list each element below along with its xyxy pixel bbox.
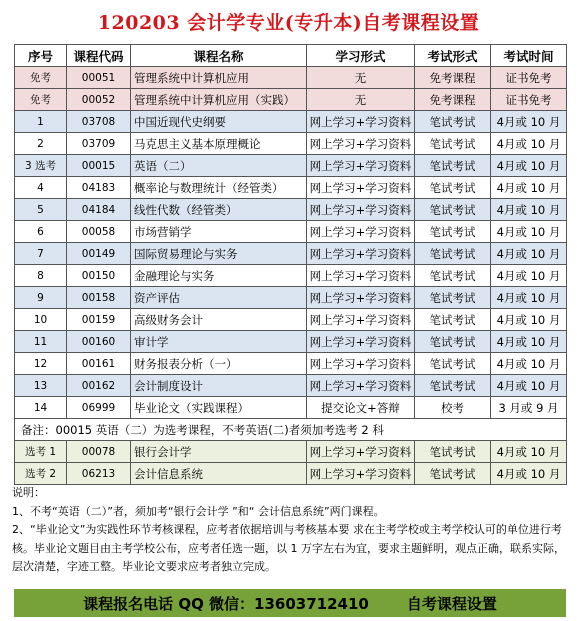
cell-code: 03708	[67, 111, 131, 133]
header-form: 学习形式	[307, 45, 415, 67]
explanation-block	[12, 484, 568, 577]
cell-seq: 1	[15, 111, 67, 133]
table-row	[15, 397, 567, 419]
cell-name: 会计制度设计	[131, 375, 307, 397]
cell-seq: 14	[15, 397, 67, 419]
cell-code: 00015	[67, 155, 131, 177]
cell-code: 00052	[67, 89, 131, 111]
cell-form: 网上学习+学习资料	[307, 287, 415, 309]
cell-seq: 9	[15, 287, 67, 309]
cell-time: 4月或 10 月	[491, 287, 567, 309]
cell-exam: 笔试考试	[415, 111, 491, 133]
cell-time: 4月或 10 月	[491, 463, 567, 485]
table-row	[15, 243, 567, 265]
cell-form: 网上学习+学习资料	[307, 265, 415, 287]
cell-exam: 笔试考试	[415, 199, 491, 221]
cell-name: 国际贸易理论与实务	[131, 243, 307, 265]
elective-rows	[15, 441, 567, 485]
cell-form: 网上学习+学习资料	[307, 111, 415, 133]
explanation-item-1: 1、不考“英语（二）”者，须加考“银行会计学 ”和“ 会计信息系统”两门课程。	[12, 504, 385, 518]
explanation-heading: 说明：	[12, 486, 45, 499]
table-row	[15, 111, 567, 133]
cell-form: 网上学习+学习资料	[307, 441, 415, 463]
cell-exam: 笔试考试	[415, 309, 491, 331]
table-row	[15, 133, 567, 155]
header-time: 考试时间	[491, 45, 567, 67]
cell-name: 管理系统中计算机应用（实践）	[131, 89, 307, 111]
cell-form: 无	[307, 67, 415, 89]
cell-seq: 选考 1	[15, 441, 67, 463]
cell-seq: 8	[15, 265, 67, 287]
cell-name: 资产评估	[131, 287, 307, 309]
cell-form: 网上学习+学习资料	[307, 353, 415, 375]
table-row	[15, 265, 567, 287]
cell-exam: 笔试考试	[415, 221, 491, 243]
cell-exam: 笔试考试	[415, 287, 491, 309]
cell-name: 马克思主义基本原理概论	[131, 133, 307, 155]
cell-form: 网上学习+学习资料	[307, 463, 415, 485]
explanation-item-2: 2、“毕业论文”为实践性环节考核课程，应考者依据培训与考核基本要 求在主考学校或主考学校认可的单位进行考核。毕业论文题目由主考学校公布，应考者任选一题，以 1 万字左右为宜，要求主题鲜明，观点正确，联系实际，层次清楚，字迹工整。毕业论文要求应考者独立完成。	[12, 523, 565, 573]
cell-form: 网上学习+学习资料	[307, 221, 415, 243]
cell-exam: 笔试考试	[415, 441, 491, 463]
cell-code: 06213	[67, 463, 131, 485]
cell-time: 证书免考	[491, 67, 567, 89]
cell-form: 网上学习+学习资料	[307, 177, 415, 199]
table-row	[15, 463, 567, 485]
cell-time: 3 月或 9 月	[491, 397, 567, 419]
cell-form: 提交论文+答辩	[307, 397, 415, 419]
page-title: 120203 会计学专业(专升本)自考课程设置	[97, 12, 480, 34]
footer-brand: 自考课程设置	[406, 594, 497, 613]
cell-time: 4月或 10 月	[491, 309, 567, 331]
cell-exam: 校考	[415, 397, 491, 419]
course-table	[14, 44, 567, 485]
cell-exam: 笔试考试	[415, 265, 491, 287]
cell-seq: 10	[15, 309, 67, 331]
cell-time: 4月或 10 月	[491, 375, 567, 397]
note-row	[15, 419, 567, 441]
table-header-row	[15, 45, 567, 67]
cell-exam: 笔试考试	[415, 133, 491, 155]
course-rows	[15, 67, 567, 419]
cell-code: 00078	[67, 441, 131, 463]
cell-code: 04184	[67, 199, 131, 221]
cell-time: 4月或 10 月	[491, 265, 567, 287]
cell-seq: 13	[15, 375, 67, 397]
cell-time: 4月或 10 月	[491, 155, 567, 177]
cell-time: 4月或 10 月	[491, 243, 567, 265]
cell-code: 06999	[67, 397, 131, 419]
table-row	[15, 353, 567, 375]
cell-name: 英语（二）	[131, 155, 307, 177]
cell-name: 线性代数（经管类）	[131, 199, 307, 221]
footer-contact: 课程报名电话 QQ 微信：13603712410	[83, 594, 369, 613]
table-row	[15, 155, 567, 177]
cell-exam: 笔试考试	[415, 375, 491, 397]
cell-code: 00058	[67, 221, 131, 243]
cell-exam: 笔试考试	[415, 155, 491, 177]
header-name: 课程名称	[131, 45, 307, 67]
cell-seq: 11	[15, 331, 67, 353]
cell-exam: 笔试考试	[415, 463, 491, 485]
cell-time: 4月或 10 月	[491, 221, 567, 243]
cell-seq: 免考	[15, 89, 67, 111]
cell-name: 会计信息系统	[131, 463, 307, 485]
cell-code: 00051	[67, 67, 131, 89]
cell-time: 4月或 10 月	[491, 111, 567, 133]
cell-seq: 5	[15, 199, 67, 221]
cell-seq: 免考	[15, 67, 67, 89]
cell-exam: 免考课程	[415, 67, 491, 89]
cell-exam: 笔试考试	[415, 353, 491, 375]
cell-time: 4月或 10 月	[491, 177, 567, 199]
cell-form: 网上学习+学习资料	[307, 243, 415, 265]
table-row	[15, 67, 567, 89]
cell-code: 00160	[67, 331, 131, 353]
cell-exam: 笔试考试	[415, 331, 491, 353]
cell-time: 4月或 10 月	[491, 441, 567, 463]
table-row	[15, 287, 567, 309]
cell-code: 00161	[67, 353, 131, 375]
footer-banner	[14, 589, 566, 617]
cell-name: 毕业论文（实践课程）	[131, 397, 307, 419]
cell-time: 4月或 10 月	[491, 353, 567, 375]
cell-name: 银行会计学	[131, 441, 307, 463]
header-code: 课程代码	[67, 45, 131, 67]
cell-form: 网上学习+学习资料	[307, 199, 415, 221]
cell-exam: 免考课程	[415, 89, 491, 111]
cell-name: 概率论与数理统计（经管类）	[131, 177, 307, 199]
table-row	[15, 177, 567, 199]
cell-time: 证书免考	[491, 89, 567, 111]
cell-form: 网上学习+学习资料	[307, 133, 415, 155]
cell-code: 00159	[67, 309, 131, 331]
table-row	[15, 309, 567, 331]
table-row	[15, 375, 567, 397]
cell-form: 无	[307, 89, 415, 111]
cell-seq: 6	[15, 221, 67, 243]
cell-form: 网上学习+学习资料	[307, 155, 415, 177]
table-row	[15, 199, 567, 221]
cell-seq: 3 选考	[15, 155, 67, 177]
cell-name: 中国近现代史纲要	[131, 111, 307, 133]
cell-form: 网上学习+学习资料	[307, 331, 415, 353]
cell-form: 网上学习+学习资料	[307, 375, 415, 397]
cell-time: 4月或 10 月	[491, 331, 567, 353]
note-text: 备注：00015 英语（二）为选考课程，不考英语(二)者须加考选考 2 科	[15, 419, 567, 441]
cell-seq: 7	[15, 243, 67, 265]
cell-exam: 笔试考试	[415, 177, 491, 199]
cell-code: 03709	[67, 133, 131, 155]
cell-seq: 4	[15, 177, 67, 199]
cell-form: 网上学习+学习资料	[307, 309, 415, 331]
header-exam: 考试形式	[415, 45, 491, 67]
cell-code: 00162	[67, 375, 131, 397]
table-row	[15, 221, 567, 243]
cell-name: 市场营销学	[131, 221, 307, 243]
cell-name: 审计学	[131, 331, 307, 353]
header-seq: 序号	[15, 45, 67, 67]
cell-code: 00150	[67, 265, 131, 287]
cell-code: 00149	[67, 243, 131, 265]
cell-code: 00158	[67, 287, 131, 309]
cell-name: 金融理论与实务	[131, 265, 307, 287]
cell-seq: 12	[15, 353, 67, 375]
cell-exam: 笔试考试	[415, 243, 491, 265]
table-row	[15, 331, 567, 353]
cell-time: 4月或 10 月	[491, 199, 567, 221]
cell-time: 4月或 10 月	[491, 133, 567, 155]
cell-code: 04183	[67, 177, 131, 199]
cell-seq: 选考 2	[15, 463, 67, 485]
table-row	[15, 89, 567, 111]
cell-name: 管理系统中计算机应用	[131, 67, 307, 89]
table-row	[15, 441, 567, 463]
cell-name: 高级财务会计	[131, 309, 307, 331]
cell-name: 财务报表分析（一）	[131, 353, 307, 375]
cell-seq: 2	[15, 133, 67, 155]
